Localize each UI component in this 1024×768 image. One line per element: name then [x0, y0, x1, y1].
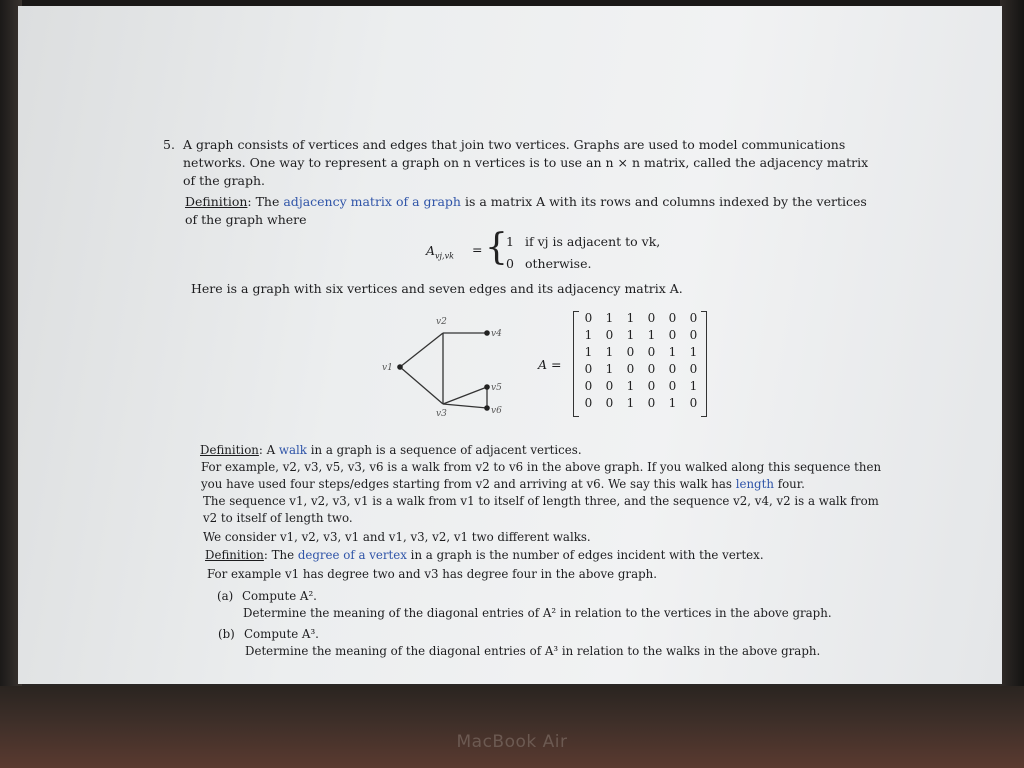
intro-line-1: A graph consists of vertices and edges that join two vertices. Graphs are used to model communications — [183, 137, 846, 152]
intro-line-3: of the graph. — [183, 173, 266, 188]
vertex-v6 — [484, 405, 490, 411]
case-2-text: otherwise. — [525, 256, 592, 271]
walk-example-line-3: The sequence v1, v2, v3, v1 is a walk from v1 to itself of length three, and the sequence v2, v4, v2 is a walk from — [203, 494, 879, 508]
vertex-label-v4: v4 — [491, 329, 502, 339]
case-2-value: 0 — [506, 256, 514, 271]
screen-bezel-right — [1000, 0, 1024, 690]
part-a-text: Determine the meaning of the diagonal entries of A² in relation to the vertices in the above graph. — [243, 606, 832, 620]
matrix-label: A = — [538, 357, 562, 372]
brand-label: MacBook Air — [456, 732, 568, 752]
matrix-row: 0 1 1 0 0 0 — [584, 311, 698, 325]
vertex-label-v1: v1 — [382, 363, 393, 373]
graph-caption: Here is a graph with six vertices and seven edges and its adjacency matrix A. — [191, 281, 683, 296]
matrix-row: 1 0 1 1 0 0 — [584, 328, 698, 342]
formula-brace: { — [485, 227, 508, 268]
adjacency-matrix — [573, 311, 707, 417]
case-1-text: if vj is adjacent to vk, — [525, 234, 661, 249]
vertex-label-v6: v6 — [491, 406, 502, 416]
definition-label: Definition — [185, 194, 248, 209]
edge-v3-v6 — [443, 404, 487, 408]
degree-example: For example v1 has degree two and v3 has degree four in the above graph. — [207, 567, 657, 581]
part-b-label: (b) — [218, 627, 235, 641]
walk-example-line-1: For example, v2, v3, v5, v3, v6 is a walk from v2 to v6 in the above graph. If you walked along this sequence then — [201, 460, 882, 474]
vertex-label-v3: v3 — [436, 409, 447, 419]
adjacency-definition: Definition: The adjacency matrix of a graph is a matrix A with its rows and columns indexed by the vertices — [185, 194, 867, 209]
walk-example-line-5: We consider v1, v2, v3, v1 and v1, v3, v2, v1 two different walks. — [203, 530, 591, 544]
definition-label: Definition — [205, 548, 264, 562]
part-b-text: Determine the meaning of the diagonal entries of A³ in relation to the walks in the above graph. — [245, 644, 821, 658]
formula-equals: = — [472, 242, 483, 257]
degree-link[interactable]: degree of a vertex — [297, 548, 407, 562]
edge-v3-v5 — [443, 387, 487, 404]
definition-line-2: of the graph where — [185, 212, 307, 227]
walk-example-line-4: v2 to itself of length two. — [203, 511, 353, 525]
definition-label: Definition — [200, 443, 259, 457]
part-b-title: Compute A³. — [244, 627, 319, 641]
edge-v1-v2 — [400, 333, 443, 367]
vertex-label-v5: v5 — [491, 383, 502, 393]
walk-example-line-2: you have used four steps/edges starting from v2 and arriving at v6. We say this walk has length four. — [201, 477, 805, 491]
laptop-chin — [0, 686, 1024, 768]
adjacency-matrix-link[interactable]: adjacency matrix of a graph — [283, 194, 461, 209]
part-a-label: (a) — [217, 589, 234, 603]
walk-link[interactable]: walk — [278, 443, 307, 457]
matrix-row: 0 0 1 0 0 1 — [584, 379, 698, 393]
vertex-v1 — [397, 364, 403, 370]
vertex-v5 — [484, 384, 490, 390]
formula-lhs: $A_{vj,vk}$ — [426, 243, 454, 261]
walk-definition: Definition: A walk in a graph is a sequence of adjacent vertices. — [200, 443, 582, 457]
problem-number: 5. — [163, 137, 175, 152]
case-1-value: 1 — [506, 234, 514, 249]
graph-figure — [370, 312, 520, 422]
vertex-label-v2: v2 — [436, 317, 447, 327]
degree-definition: Definition: The degree of a vertex in a graph is the number of edges incident with the vertex. — [205, 548, 764, 562]
matrix-row: 1 1 0 0 1 1 — [584, 345, 698, 359]
matrix-row: 0 0 1 0 1 0 — [584, 396, 698, 410]
length-link[interactable]: length — [735, 477, 774, 491]
part-a-title: Compute A². — [242, 589, 317, 603]
vertex-v4 — [484, 330, 490, 336]
intro-line-2: networks. One way to represent a graph on n vertices is to use an n × n matrix, called the adjacency matrix — [183, 155, 869, 170]
edge-v1-v3 — [400, 367, 443, 404]
matrix-row: 0 1 0 0 0 0 — [584, 362, 698, 376]
